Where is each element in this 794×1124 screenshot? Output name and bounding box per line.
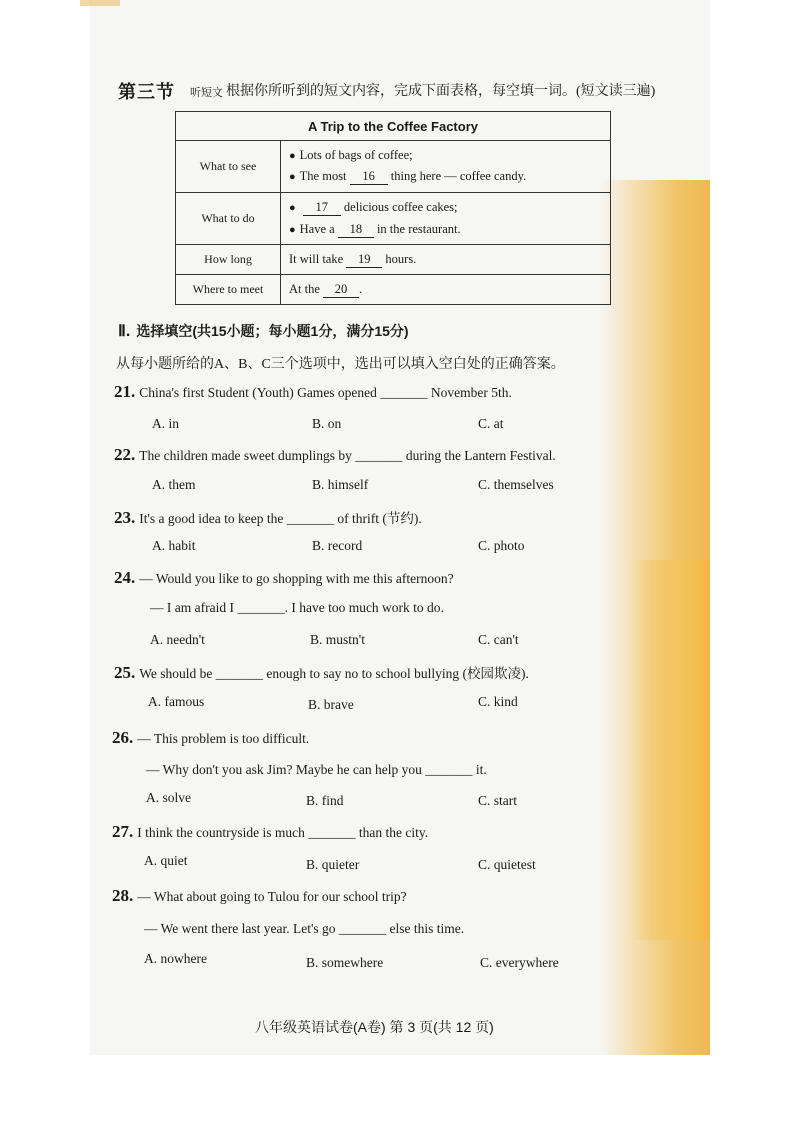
option-b[interactable]: B. quieter <box>306 857 360 872</box>
blank-16[interactable]: 16 <box>350 169 388 185</box>
question-text: China's first Student (Youth) Games opened _______ November 5th. <box>139 385 512 400</box>
option-c[interactable]: C. start <box>478 793 517 808</box>
question-number: 21. <box>114 382 136 401</box>
blank-17[interactable]: 17 <box>303 200 341 216</box>
question-28 <box>112 886 407 906</box>
table-text: hours. <box>385 251 417 266</box>
question-text: — This problem is too difficult. <box>137 731 310 746</box>
row-content <box>281 193 611 245</box>
question-25 <box>114 662 529 683</box>
option-c[interactable]: C. everywhere <box>480 955 559 970</box>
option-c[interactable]: C. themselves <box>478 477 554 492</box>
question-26 <box>112 728 309 748</box>
blank-20[interactable]: 20 <box>323 282 359 298</box>
blank-19[interactable]: 19 <box>346 252 382 268</box>
question-number: 23. <box>114 508 136 527</box>
bullet-icon: ● <box>289 223 296 236</box>
row-content <box>281 245 611 275</box>
table-text: . <box>359 281 363 296</box>
table-row <box>176 193 611 245</box>
page-footer: 八年级英语试卷(A卷) 第 3 页(共 12 页) <box>255 1019 494 1035</box>
question-text: I think the countryside is much _______ than the city. <box>137 825 429 840</box>
top-edge-mark <box>80 0 120 6</box>
blank-18[interactable]: 18 <box>338 222 374 238</box>
bullet-icon: ● <box>289 150 296 162</box>
part2-instruction: 从每小题所给的A、B、C三个选项中，选出可以填入空白处的正确答案。 <box>116 357 565 372</box>
question-22 <box>114 445 556 465</box>
table-text: in the restaurant. <box>376 221 461 236</box>
question-number: 28. <box>112 886 134 905</box>
bullet-icon: ● <box>289 171 296 183</box>
row-head-where-to-meet: Where to meet <box>176 275 281 305</box>
question-number: 26. <box>112 728 134 747</box>
table-text: It will take <box>289 251 344 266</box>
option-b[interactable]: B. mustn't <box>310 632 365 647</box>
question-text: It's a good idea to keep the _______ of thrift (节约). <box>139 511 422 526</box>
question-24 <box>114 568 454 588</box>
table-row <box>176 275 611 305</box>
option-c[interactable]: C. quietest <box>478 857 536 872</box>
option-c[interactable]: C. kind <box>478 694 518 709</box>
question-number: 24. <box>114 568 136 587</box>
option-b[interactable]: B. somewhere <box>306 955 384 970</box>
option-c[interactable]: C. photo <box>478 538 525 553</box>
question-text: We should be _______ enough to say no to school bullying (校园欺凌). <box>139 666 529 681</box>
section-instruction: 根据你所听到的短文内容，完成下面表格，每空填一词。(短文读三遍) <box>226 84 656 99</box>
table-title: A Trip to the Coffee Factory <box>176 112 611 141</box>
table-text: thing here — coffee candy. <box>390 169 527 183</box>
option-b[interactable]: B. find <box>306 793 344 808</box>
section-title: 第三节 <box>118 82 175 102</box>
option-c[interactable]: C. can't <box>478 632 519 647</box>
row-head-what-to-see: What to see <box>176 141 281 193</box>
paper-stain-dark <box>630 560 710 940</box>
option-a[interactable]: A. famous <box>148 694 205 709</box>
option-a[interactable]: A. solve <box>146 790 191 805</box>
question-number: 27. <box>112 822 134 841</box>
part2-heading <box>118 321 409 341</box>
question-text-line2: — We went there last year. Let's go _______ else this time. <box>144 921 465 936</box>
trip-table <box>175 111 611 305</box>
option-b[interactable]: B. brave <box>308 697 354 712</box>
option-a[interactable]: A. habit <box>152 538 196 553</box>
table-row <box>176 245 611 275</box>
row-content <box>281 141 611 193</box>
option-a[interactable]: A. needn't <box>150 632 205 647</box>
row-head-what-to-do: What to do <box>176 193 281 245</box>
table-text: Have a <box>299 221 335 236</box>
row-head-how-long: How long <box>176 245 281 275</box>
question-number: 25. <box>114 663 136 682</box>
option-a[interactable]: A. nowhere <box>144 951 207 966</box>
question-text: The children made sweet dumplings by _______ during the Lantern Festival. <box>139 448 556 463</box>
question-23 <box>114 507 422 528</box>
part2-numeral: Ⅱ. <box>118 323 131 340</box>
section-subtitle: 听短文 <box>190 87 223 99</box>
option-a[interactable]: A. in <box>152 416 179 431</box>
question-text-line2: — I am afraid I _______. I have too much work to do. <box>150 600 444 615</box>
table-text: Lots of bags of coffee; <box>299 148 413 162</box>
option-c[interactable]: C. at <box>478 416 504 431</box>
question-27 <box>112 822 428 842</box>
table-text: delicious coffee cakes; <box>343 199 458 214</box>
option-b[interactable]: B. record <box>312 538 363 553</box>
question-number: 22. <box>114 445 136 464</box>
question-text: — What about going to Tulou for our school trip? <box>137 889 407 904</box>
part2-title: 选择填空(共15小题；每小题1分，满分15分) <box>136 323 409 339</box>
table-text: At the <box>289 281 320 296</box>
table-row <box>176 141 611 193</box>
row-content <box>281 275 611 305</box>
question-text: — Would you like to go shopping with me this afternoon? <box>139 571 454 586</box>
option-b[interactable]: B. on <box>312 416 342 431</box>
option-a[interactable]: A. them <box>152 477 196 492</box>
bullet-icon: ● <box>289 201 296 214</box>
table-text: The most <box>299 169 347 183</box>
question-21 <box>114 382 512 402</box>
option-b[interactable]: B. himself <box>312 477 369 492</box>
question-text-line2: — Why don't you ask Jim? Maybe he can help you _______ it. <box>146 762 487 777</box>
option-a[interactable]: A. quiet <box>144 853 188 868</box>
